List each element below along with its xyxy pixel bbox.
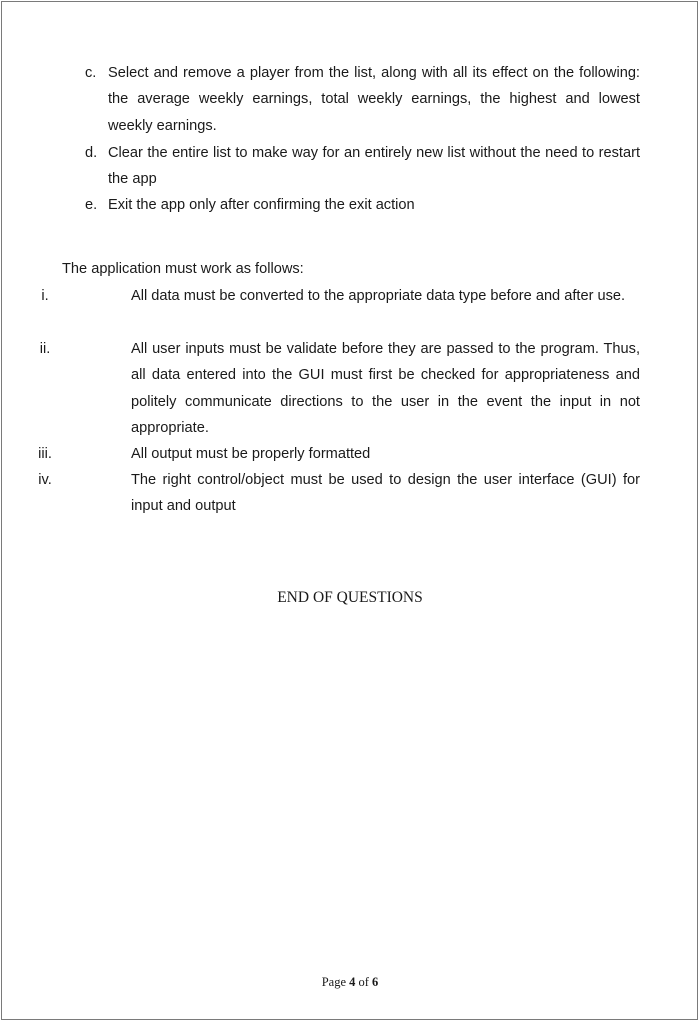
list-marker: e.	[85, 197, 98, 213]
list-marker: ii.	[39, 341, 51, 357]
list-text: All data must be converted to the appropriate data type before and after use.	[131, 288, 626, 304]
list-marker: i.	[41, 288, 49, 304]
list-item	[0, 467, 700, 521]
list-marker: iii.	[38, 446, 52, 462]
list-text: The right control/object must be used to design the user interface (GUI) for input and output	[131, 472, 640, 515]
list-item	[0, 441, 700, 469]
list-marker: d.	[85, 145, 98, 161]
list-item	[0, 192, 700, 220]
list-item	[0, 60, 700, 140]
intro-paragraph: The application must work as follows:	[62, 261, 304, 277]
list-item	[0, 283, 700, 337]
list-text: Select and remove a player from the list, along with all its effect on the following: the average weekly earnings, total weekly earnings, the highest and lowest weekly earnings.	[108, 65, 640, 134]
current-page-number: 4	[349, 975, 356, 989]
page-of-label: of	[358, 975, 369, 989]
list-item	[0, 140, 700, 194]
list-text: Exit the app only after confirming the exit action	[108, 197, 415, 213]
total-page-number: 6	[372, 975, 379, 989]
list-text: All user inputs must be validate before they are passed to the program. Thus, all data entered into the GUI must first be checked for appropriateness and politely communicate directions to the user in the event the input in not appropriate.	[131, 341, 640, 437]
page-footer	[0, 975, 700, 990]
list-marker: c.	[85, 65, 97, 81]
list-text: Clear the entire list to make way for an entirely new list without the need to restart the app	[108, 145, 640, 188]
list-marker: iv.	[38, 472, 52, 488]
list-text: All output must be properly formatted	[131, 446, 371, 462]
list-item	[0, 336, 700, 442]
page-label: Page	[321, 975, 346, 989]
end-of-questions-heading: END OF QUESTIONS	[277, 589, 423, 606]
